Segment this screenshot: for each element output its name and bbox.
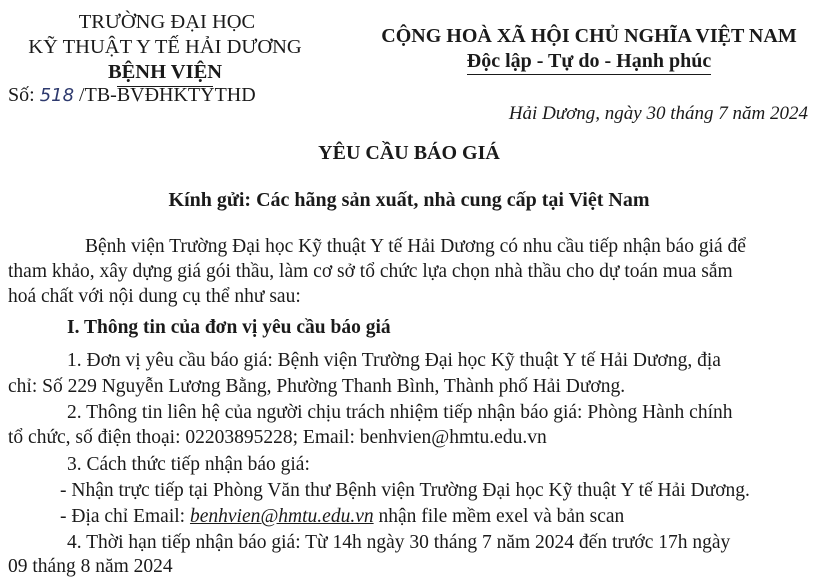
section-1-heading: I. Thông tin của đơn vị yêu cầu báo giá (67, 317, 391, 338)
national-title: CỘNG HOÀ XÃ HỘI CHỦ NGHĨA VIỆT NAM (381, 25, 797, 47)
item-3-bullet-2 (60, 506, 624, 528)
issuer-line-2: KỸ THUẬT Y TẾ HẢI DƯƠNG (28, 36, 302, 58)
item-3-heading: 3. Cách thức tiếp nhận báo giá: (67, 454, 310, 475)
email-label: - Địa chỉ Email: (60, 506, 190, 527)
national-header (360, 24, 818, 74)
place-date: Hải Dương, ngày 30 tháng 7 năm 2024 (508, 103, 808, 124)
item-3-bullet-1: - Nhận trực tiếp tại Phòng Văn thư Bệnh viện Trường Đại học Kỹ thuật Y tế Hải Dương. (60, 480, 750, 501)
intro-line: hoá chất với nội dung cụ thể như sau: (8, 286, 301, 307)
item-1-line: 1. Đơn vị yêu cầu báo giá: Bệnh viện Trường Đại học Kỹ thuật Y tế Hải Dương, địa (67, 350, 721, 371)
item-4-line: 09 tháng 8 năm 2024 (8, 556, 173, 577)
national-motto: Độc lập - Tự do - Hạnh phúc (467, 50, 711, 75)
issuer-line-1: TRƯỜNG ĐẠI HỌC (78, 11, 256, 33)
document-number (8, 84, 256, 107)
item-1-line: chỉ: Số 229 Nguyễn Lương Bằng, Phường Thanh Bình, Thành phố Hải Dương. (8, 376, 626, 397)
intro-line: tham khảo, xây dựng giá gói thầu, làm cơ sở tổ chức lựa chọn nhà thầu cho dự toán mua sắm (8, 261, 733, 282)
email-link[interactable]: benhvien@hmtu.edu.vn (189, 506, 374, 527)
issuer-block (0, 10, 330, 87)
email-note: nhận file mềm exel và bản scan (373, 506, 625, 527)
intro-line: Bệnh viện Trường Đại học Kỹ thuật Y tế Hải Dương có nhu cầu tiếp nhận báo giá để (85, 236, 746, 257)
item-4-line: 4. Thời hạn tiếp nhận báo giá: Từ 14h ngày 30 tháng 7 năm 2024 đến trước 17h ngày (67, 532, 731, 553)
document-number-handwritten: 518 (39, 85, 75, 106)
item-2-line: tổ chức, số điện thoại: 02203895228; Email: benhvien@hmtu.edu.vn (8, 427, 547, 448)
recipient: Kính gửi: Các hãng sản xuất, nhà cung cấp tại Việt Nam (168, 189, 650, 211)
document-number-prefix: Số: (8, 84, 35, 106)
document-title: YÊU CẦU BÁO GIÁ (318, 142, 500, 164)
issuer-line-3: BỆNH VIỆN (107, 61, 223, 83)
national-motto-line (360, 48, 818, 74)
document-number-suffix: /TB-BVĐHKTYTHD (79, 84, 256, 106)
item-2-line: 2. Thông tin liên hệ của người chịu trách nhiệm tiếp nhận báo giá: Phòng Hành chính (67, 402, 733, 423)
